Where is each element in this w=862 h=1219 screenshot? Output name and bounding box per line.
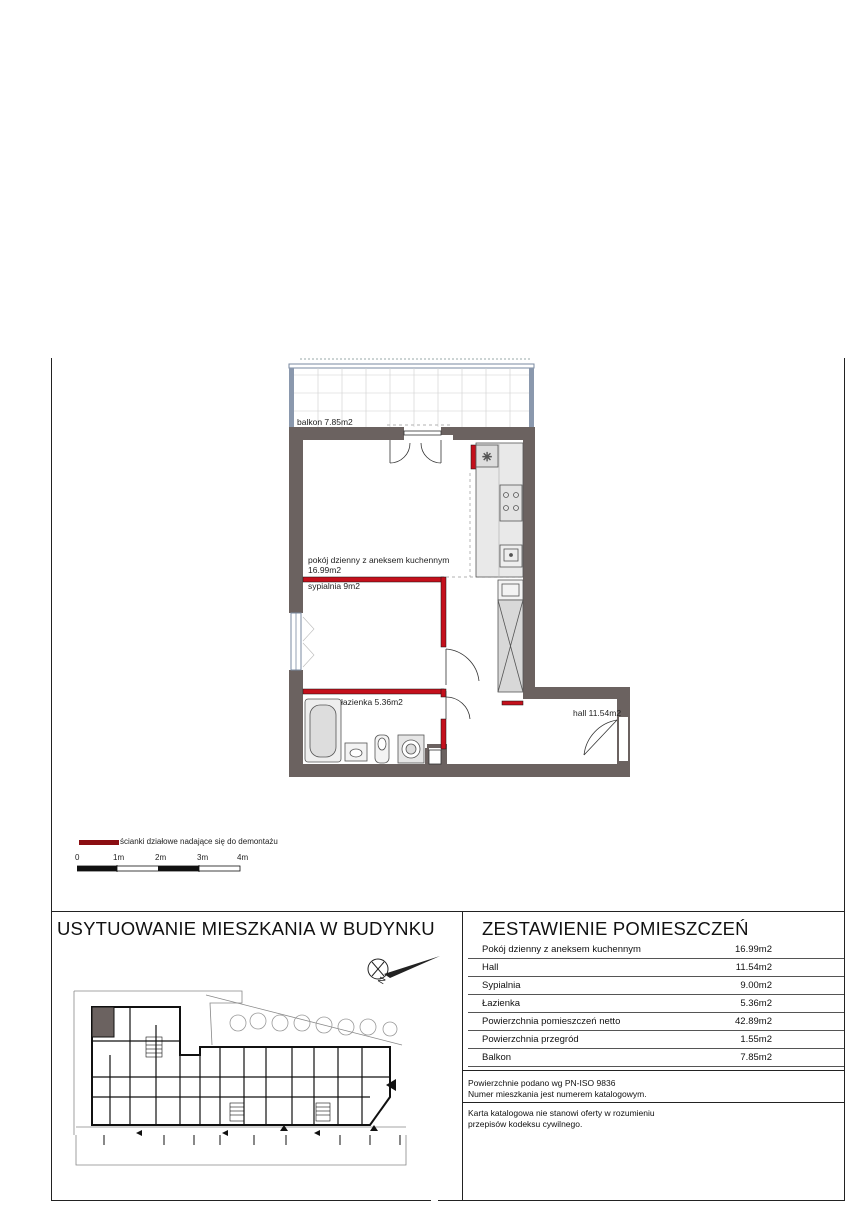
room-area: 16.99m2 [699,941,844,959]
bedroom-door [446,649,479,685]
scale-tick-3m: 3m [197,853,209,862]
table-row [468,1013,844,1031]
table-row [468,941,844,959]
location-section-title: USYTUOWANIE MIESZKANIA W BUDYNKU [57,918,435,939]
room-area: 42.89m2 [699,1013,844,1031]
disclaimer-note-line-2: przepisów kodeksu cywilnego. [468,1119,583,1129]
balcony-left-post [289,368,294,431]
installation-shaft [429,750,441,764]
bathroom-fixtures [305,699,424,763]
table-row [468,977,844,995]
entrance-door [584,717,628,761]
frame-right-line [844,358,845,1201]
table-row [468,959,844,977]
frame-bottom-line [51,1200,431,1201]
svg-text:✳: ✳ [482,450,493,464]
room-area: 9.00m2 [699,977,844,995]
balcony-label: balkon 7.85m2 [297,417,353,427]
room-area: 7.85m2 [699,1049,844,1067]
area-standard-note-line-1: Powierzchnie podano wg PN-ISO 9836 [468,1078,616,1088]
building-site-plan [70,985,410,1171]
room-area: 5.36m2 [699,995,844,1013]
bedroom-window [291,613,314,670]
bedroom-label: sypialnia 9m2 [308,581,360,591]
table-row [468,995,844,1013]
table-row [468,1031,844,1049]
scale-tick-4m: 4m [237,853,249,862]
section-divider-vertical [462,911,463,1201]
hall-label: hall 11.54m2 [573,708,622,718]
scale-tick-1m: 1m [113,853,125,862]
section-divider-horizontal [51,911,845,912]
scale-tick-0: 0 [75,853,80,862]
living-room-area: 16.99m2 [308,565,342,575]
frame-bottom-line-right [438,1200,845,1201]
room-area: 11.54m2 [699,959,844,977]
street-posts [104,1135,400,1145]
room-name: Balkon [468,1049,699,1067]
balcony-railing [289,364,534,368]
legend-red-swatch [79,840,119,845]
room-name: Pokój dzienny z aneksem kuchennym [468,941,699,959]
area-standard-note-line-2: Numer mieszkania jest numerem katalogowym. [468,1089,647,1099]
notes-divider-middle [462,1102,845,1103]
table-row [468,1049,844,1067]
rooms-table [468,941,844,1067]
kitchen-units [476,443,523,692]
rooms-section-title: ZESTAWIENIE POMIESZCZEŃ [482,918,749,939]
balcony-right-post [529,368,534,431]
room-name: Powierzchnia przegród [468,1031,699,1049]
frame-left-line [51,358,52,1201]
bathroom-door [446,691,470,719]
scale-tick-2m: 2m [155,853,167,862]
room-area: 1.55m2 [699,1031,844,1049]
bathroom-label: łazienka 5.36m2 [341,697,403,707]
room-name: Powierzchnia pomieszczeń netto [468,1013,699,1031]
scale-bar [77,865,242,873]
room-name: Sypialnia [468,977,699,995]
notes-divider-top [462,1070,845,1071]
room-name: Łazienka [468,995,699,1013]
disclaimer-note-line-1: Karta katalogowa nie stanowi oferty w rozumieniu [468,1108,655,1118]
site-trees [230,1013,397,1036]
selected-apartment [92,1007,114,1037]
building-footprint [92,1007,390,1125]
compass-letter: N [375,975,388,986]
living-room-label: pokój dzienny z aneksem kuchennym [308,555,450,565]
room-name: Hall [468,959,699,977]
legend-label: ścianki działowe nadające się do demontażu [120,837,278,846]
